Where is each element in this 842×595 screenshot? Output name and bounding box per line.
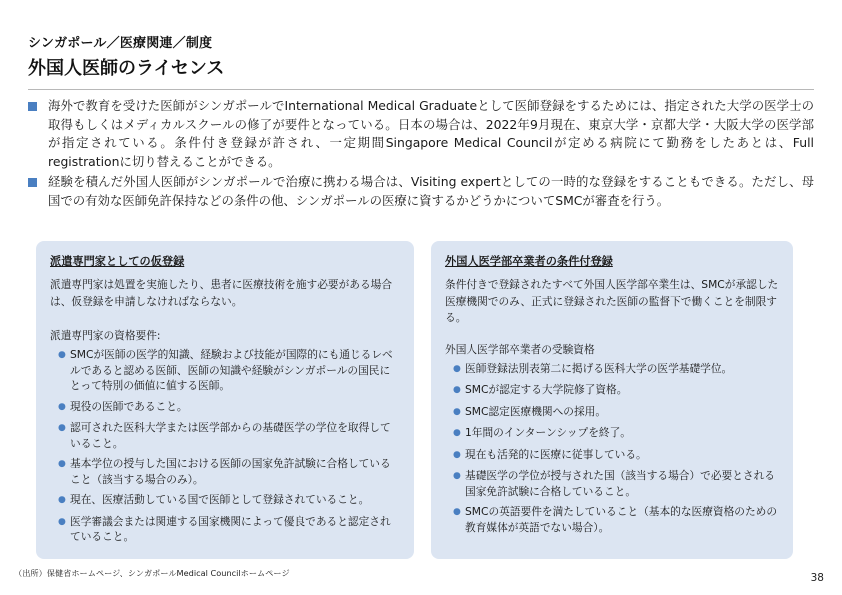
summary-bullet (28, 97, 814, 171)
list-item: ● 医師登録法別表第二に掲げる医科大学の医学基礎学位。 (445, 361, 779, 378)
panel-heading: 外国人医学部卒業者の条件付登録 (445, 255, 613, 268)
list-item: ● 現役の医師であること。 (50, 399, 400, 416)
summary-bullet-text: 経験を積んだ外国人医師がシンガポールで治療に携わる場合は、Visiting expertとしての一時的な登録をすることもできる。ただし、母国での有効な医師免許保持などの条件の他、シンガポールの医療に資するかどうかについてSMCが審査を行う。 (48, 174, 814, 208)
square-bullet-icon (28, 102, 42, 111)
circle-bullet-icon: ● (58, 423, 66, 433)
circle-bullet-icon: ● (58, 459, 66, 469)
circle-bullet-icon: ● (453, 363, 461, 374)
requirements-list (50, 347, 400, 545)
list-item: ● SMCの英語要件を満たしていること（基本的な医療資格のための教育媒体が英語でない場合）。 (453, 505, 778, 534)
temporary-registration-panel (36, 241, 414, 559)
page-title: 外国人医師のライセンス (28, 58, 225, 79)
summary-bullets (28, 97, 814, 212)
list-item: ● 基礎医学の学位が授与された国（該当する場合）で必要とされる国家免許試験に合格していること。 (453, 469, 775, 498)
panel-subheading: 派遣専門家の資格要件: (50, 329, 161, 342)
circle-bullet-icon: ● (453, 449, 461, 460)
list-item: ● 1年間のインターンシップを終了。 (445, 425, 779, 442)
circle-bullet-icon: ● (453, 428, 461, 438)
summary-bullet-text: 海外で教育を受けた医師がシンガポールでInternational Medical Graduateとして医師登録をするためには、指定された大学の医学士の取得もしくはメディカルスクールの修了が要件となっている。日本の場合は、2022年9月現在、東京大学・京都大学・大阪大学の医学部が指定されている。条件付き登録が許され、一定期間Singapore Medical Councilが定める病院にて勤務をしたあとは、Full registrationに切り替えることができる。 (48, 98, 814, 169)
list-item: ● 医学審議会または関連する国家機関によって優良であると認定されていること。 (58, 514, 391, 543)
circle-bullet-icon: ● (453, 507, 461, 517)
list-item: ● SMC認定医療機関への採用。 (445, 404, 779, 421)
circle-bullet-icon: ● (453, 406, 461, 417)
square-bullet-icon (28, 178, 42, 187)
panel-heading: 派遣専門家としての仮登録 (50, 255, 185, 268)
panel-intro: 派遣専門家は処置を実施したり、患者に医療技術を施す必要がある場合は、仮登録を申請しなければならない。 (50, 278, 393, 308)
list-item: ● 基本学位の授与した国における医師の国家免許試験に合格していること（該当する場合のみ）。 (58, 457, 391, 486)
panel-subheading: 外国人医学部卒業者の受験資格 (445, 342, 595, 356)
circle-bullet-icon: ● (58, 516, 66, 527)
list-item: ● SMCが医師の医学的知識、経験および技能が国際的にも通じるレベルであると認める医師、医師の知識や経験がシンガポールの国民にとって特別の価値に値する医師。 (58, 348, 393, 392)
circle-bullet-icon: ● (58, 350, 66, 360)
source-note: （出所）保健省ホームページ、シンガポールMedical Councilホームページ (14, 568, 290, 578)
page-number: 38 (810, 572, 824, 584)
circle-bullet-icon: ● (453, 385, 461, 395)
list-item: ● 現在も活発的に医療に従事している。 (445, 447, 779, 464)
circle-bullet-icon: ● (58, 495, 66, 505)
list-item: ● SMCが認定する大学院修了資格。 (445, 382, 779, 399)
conditional-registration-panel (431, 241, 793, 559)
circle-bullet-icon: ● (453, 471, 461, 481)
title-divider (28, 89, 814, 90)
circle-bullet-icon: ● (58, 401, 66, 412)
list-item: ● 認可された医科大学または医学部からの基礎医学の学位を取得していること。 (58, 421, 391, 450)
list-item: ● 現在、医療活動している国で医師として登録されていること。 (50, 492, 400, 509)
category-label: シンガポール／医療関連／制度 (28, 36, 213, 51)
summary-bullet (28, 173, 814, 210)
panel-intro: 条件付きで登録されたすべて外国人医学部卒業生は、SMCが承認した医療機関でのみ、正式に登録された医師の監督下で働くことを制限する。 (445, 278, 779, 324)
eligibility-list (445, 361, 779, 536)
